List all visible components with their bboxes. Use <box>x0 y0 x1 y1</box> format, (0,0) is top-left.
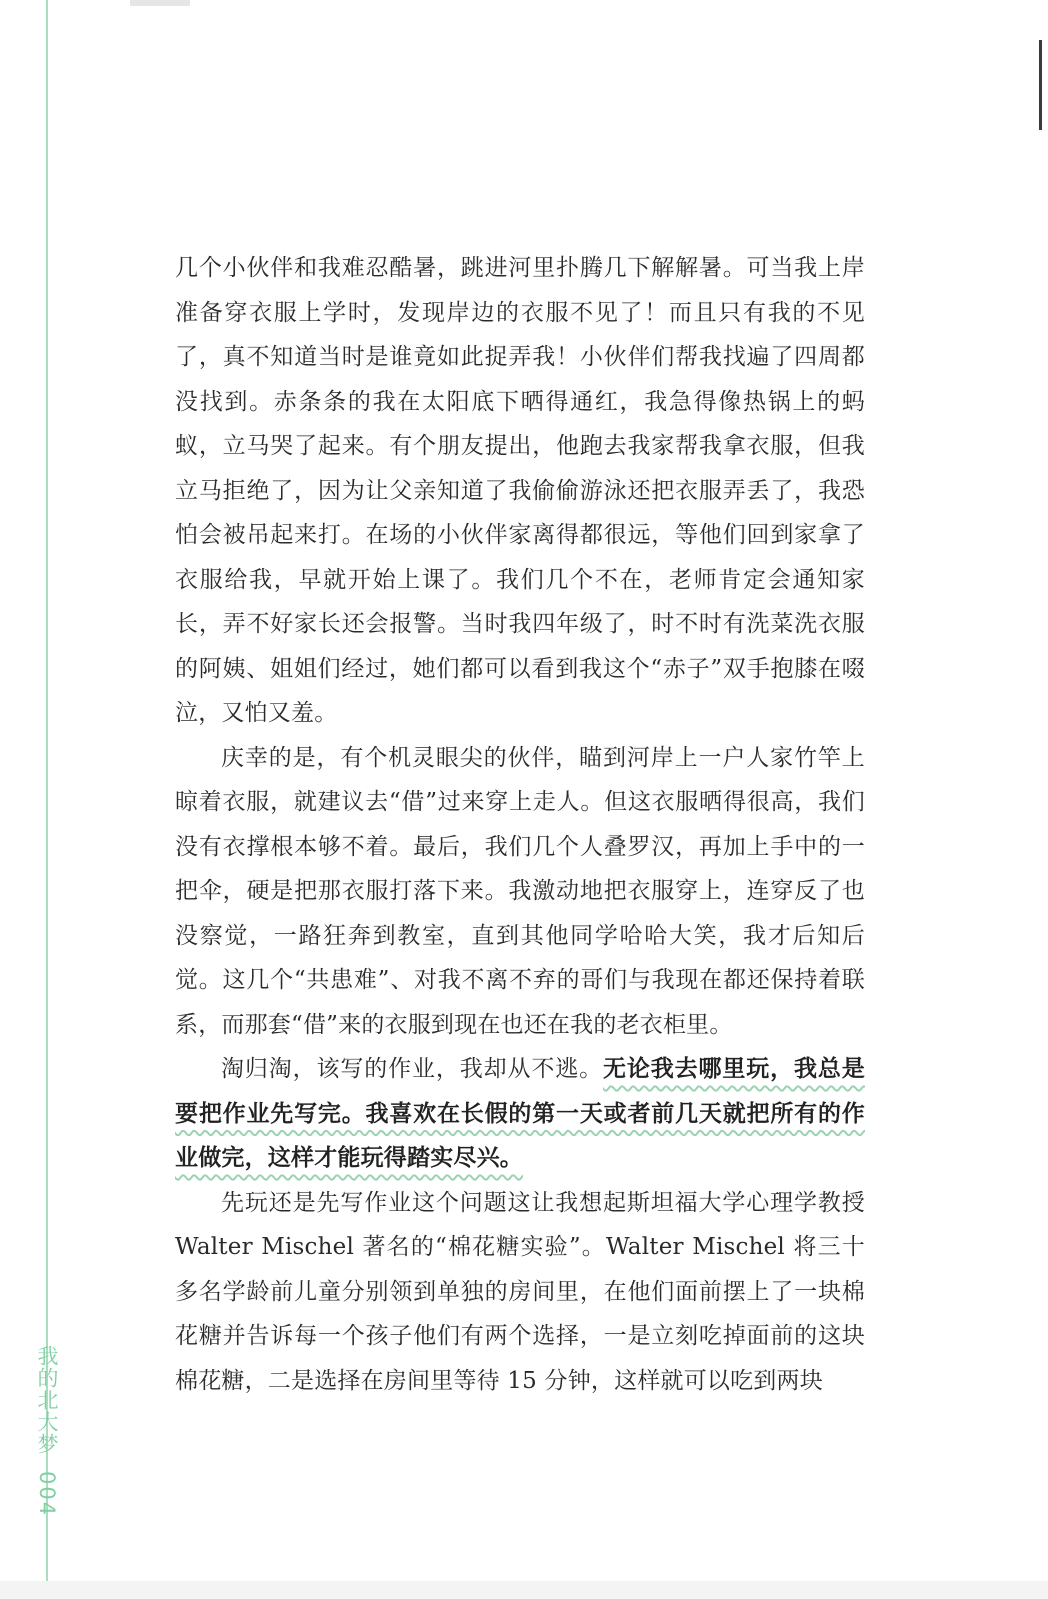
paragraph-2: 庆幸的是，有个机灵眼尖的伙伴，瞄到河岸上一户人家竹竿上晾着衣服，就建议去“借”过来穿上走人。但这衣服晒得很高，我们没有衣撑根本够不着。最后，我们几个人叠罗汉，再加上手中的一把伞，硬是把那衣服打落下来。我激动地把衣服穿上，连穿反了也没察觉，一路狂奔到教室，直到其他同学哈哈大笑，我才后知后觉。这几个“共患难”、对我不离不弃的哥们与我现在都还保持着联系，而那套“借”来的衣服到现在也还在我的老衣柜里。 <box>175 744 865 1038</box>
paragraph-3-plain: 淘归淘，该写的作业，我却从不逃。 <box>221 1056 604 1082</box>
paragraph-3 <box>175 1047 865 1181</box>
scan-bottom-edge <box>0 1581 1048 1599</box>
paragraph-1: 几个小伙伴和我难忍酷暑，跳进河里扑腾几下解解暑。可当我上岸准备穿衣服上学时，发现岸边的衣服不见了！而且只有我的不见了，真不知道当时是谁竟如此捉弄我！小伙伴们帮我找遍了四周都没找到。赤条条的我在太阳底下晒得通红，我急得像热锅上的蚂蚁，立马哭了起来。有个朋友提出，他跑去我家帮我拿衣服，但我立马拒绝了，因为让父亲知道了我偷偷游泳还把衣服弄丢了，我恐怕会被吊起来打。在场的小伙伴家离得都很远，等他们回到家拿了衣服给我，早就开始上课了。我们几个不在，老师肯定会通知家长，弄不好家长还会报警。当时我四年级了，时不时有洗菜洗衣服的阿姨、姐姐们经过，她们都可以看到我这个“赤子”双手抱膝在啜泣，又怕又羞。 <box>175 255 865 726</box>
emphasized-quote: 无论我去哪里玩，我总是要把作业先写完。我喜欢在长假的第一天或者前几天就把所有的作业做完，这样才能玩得踏实尽兴。 <box>175 1056 865 1171</box>
book-title: 我的北大梦 <box>35 1345 59 1455</box>
scan-edge-mark <box>1039 40 1042 130</box>
paragraph-4: 先玩还是先写作业这个问题这让我想起斯坦福大学心理学教授 Walter Mischel 著名的“棉花糖实验”。Walter Mischel 将三十多名学龄前儿童分别领到单独的房间里，在他们面前摆上了一块棉花糖并告诉每一个孩子他们有两个选择，一是立刻吃掉面前的这块棉花糖，二是选择在房间里等待 15 分钟，这样就可以吃到两块 <box>175 1189 865 1394</box>
page-number: 004 <box>35 1471 59 1518</box>
running-head <box>32 1345 62 1517</box>
body-text <box>175 246 865 1403</box>
scan-smudge <box>130 0 190 6</box>
